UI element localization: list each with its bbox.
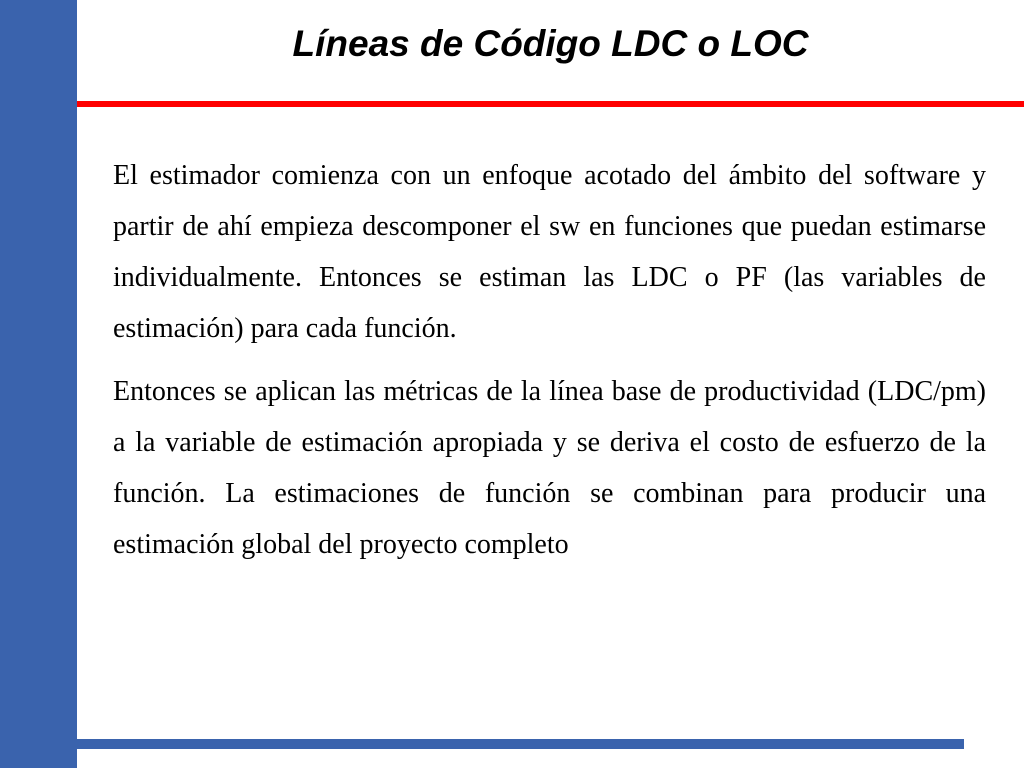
paragraph-1: El estimador comienza con un enfoque acotado del ámbito del software y partir de ahí empieza descomponer el sw en funciones que puedan estimarse individualmente. Entonces se estiman las LDC o PF (las variables de estimación) para cada función. bbox=[113, 160, 986, 344]
title-underline bbox=[77, 101, 1024, 107]
slide-title: Líneas de Código LDC o LOC bbox=[292, 23, 809, 64]
left-accent-bar bbox=[0, 0, 77, 768]
paragraph-2: Entonces se aplican las métricas de la línea base de productividad (LDC/pm) a la variable de estimación apropiada y se deriva el costo de esfuerzo de la función. La estimaciones de función se combinan para producir una estimación global del proyecto completo bbox=[113, 376, 986, 560]
bottom-accent-bar bbox=[77, 739, 964, 749]
slide-body bbox=[113, 150, 986, 582]
